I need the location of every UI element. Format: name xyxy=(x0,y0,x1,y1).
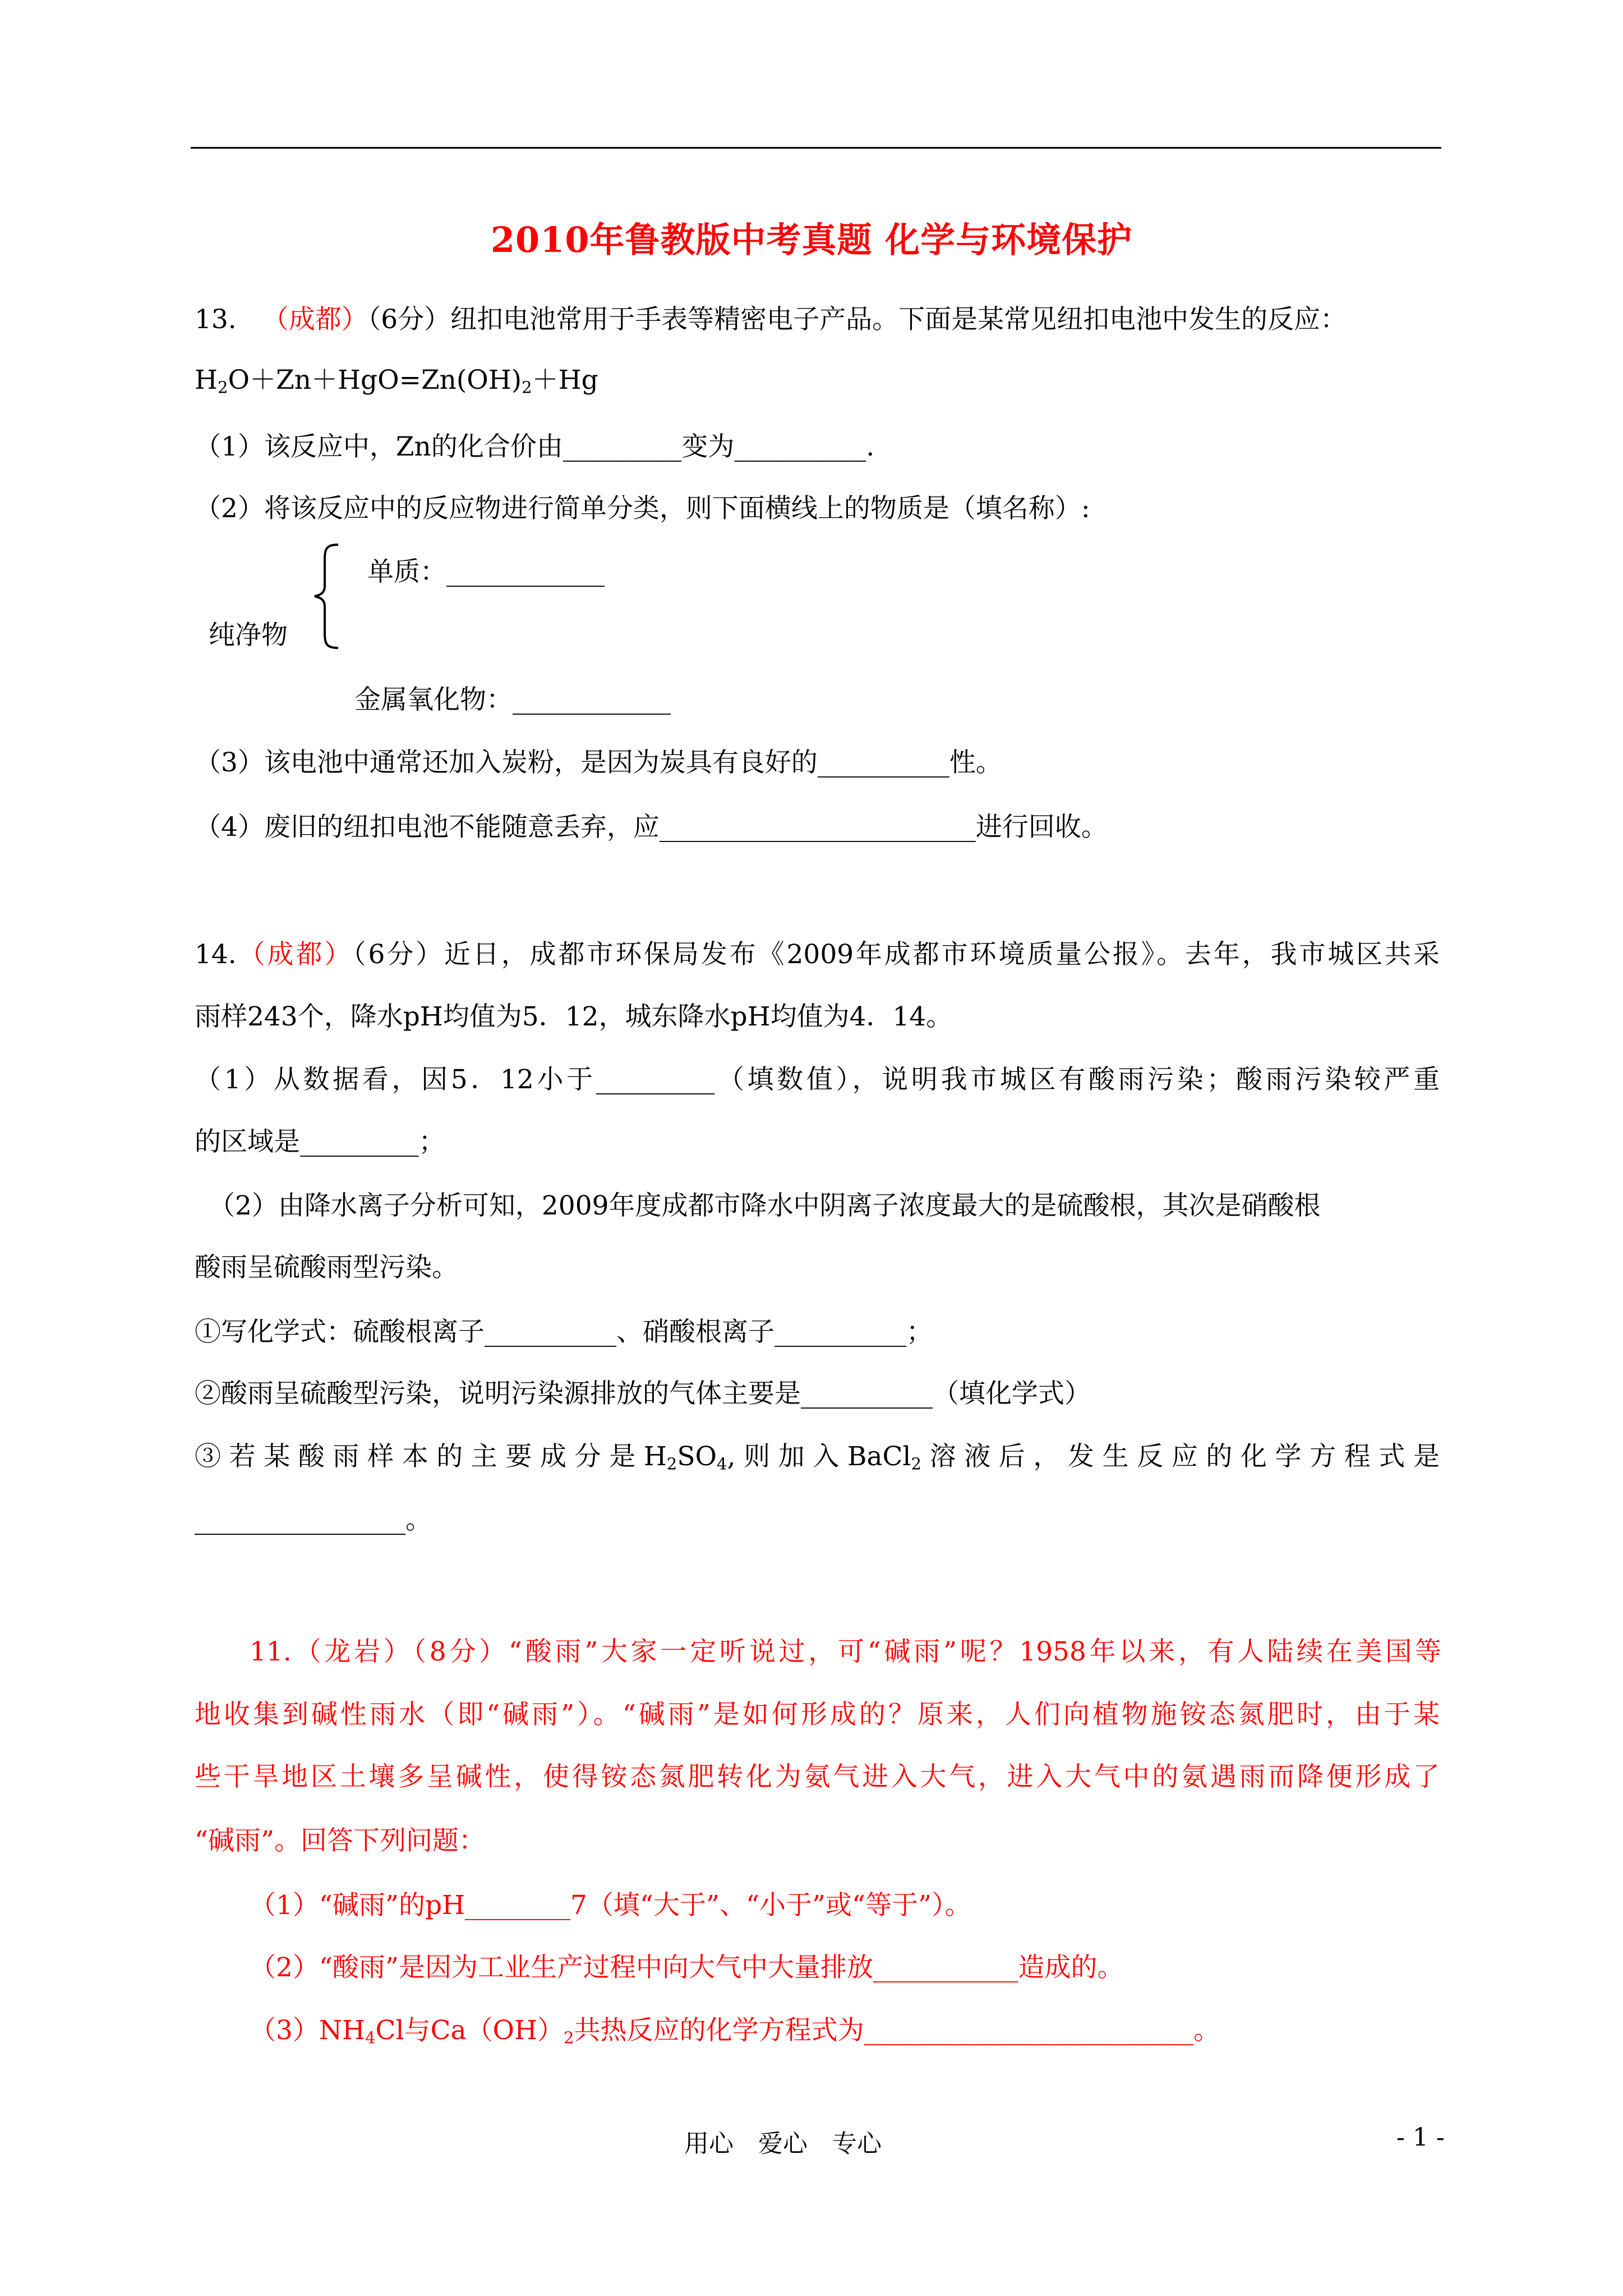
q14-sub3-line1: ③若某酸雨样本的主要成分是$H_2SO_4$,则加入BaCl$_2$溶液后，发生反应的化学方程式是 xyxy=(195,1441,1440,1474)
q14-sub1: ①写化学式：硫酸根离子__________、硝酸根离子__________； xyxy=(195,1317,933,1347)
q13-intro-text: （6分）纽扣电池常用于手表等精密电子产品。下面是某常见纽扣电池中发生的反应： xyxy=(367,304,1347,335)
q14-intro-line2: 雨样243个，降水pH均值为5．12，城东降水pH均值为4．14。 xyxy=(195,1001,953,1032)
q13-source: （成都） xyxy=(262,304,368,335)
q13-part4: （4）废旧的纽扣电池不能随意丢弃，应________________________进行回收。 xyxy=(195,812,1108,843)
q14-part1-line2: 的区域是_________； xyxy=(195,1126,445,1157)
q11-part3: $(3)NH_4Cl$与$Ca(OH)_2$共热反应的化学方程式为_________________________。 xyxy=(250,2015,1220,2047)
q11-intro-line3: 些干旱地区土壤多呈碱性，使得铵态氮肥转化为氨气进入大气，进入大气中的氨遇雨而降便形成了 xyxy=(195,1761,1440,1792)
q14-part2-line1: （2）由降水离子分析可知，2009年度成都市降水中阴离子浓度最大的是硫酸根，其次是硝酸根 xyxy=(209,1190,1321,1221)
q11-intro-line2: 地收集到碱性雨水（即“碱雨”）。“碱雨”是如何形成的？原来，人们向植物施铵态氮肥时，由于某 xyxy=(195,1699,1440,1730)
pure-substance-label: 纯净物 xyxy=(209,620,288,651)
q13-part1: （1）该反应中，Zn的化合价由_________变为__________. xyxy=(195,431,875,462)
q14-part2-line2: 酸雨呈硫酸雨型污染。 xyxy=(195,1252,458,1283)
classification-brace xyxy=(311,540,345,652)
q14-sub2: ②酸雨呈硫酸型污染，说明污染源排放的气体主要是__________（填化学式） xyxy=(195,1378,1091,1409)
q14-source: （成都） xyxy=(236,939,353,970)
footer-motto: 用心 爱心 专心 xyxy=(684,2129,882,2158)
q13-number: 13. xyxy=(195,304,237,335)
q14-part1-line1: （1）从数据看，因5．12小于_________（填数值），说明我市城区有酸雨污染；酸雨污染较严重 xyxy=(195,1064,1440,1095)
header-rule xyxy=(191,147,1441,149)
metal-oxide-line: 金属氧化物：____________ xyxy=(354,684,671,715)
q13-part3: （3）该电池中通常还加入炭粉，是因为炭具有良好的__________性。 xyxy=(195,747,1002,778)
q13-intro xyxy=(195,303,1347,337)
q13-equation: $H_2O+Zn+HgO=Zn(OH)_2+Hg$ xyxy=(195,365,598,397)
q11-intro-line4: “碱雨”。回答下列问题： xyxy=(195,1825,486,1856)
q13-part2: （2）将该反应中的反应物进行简单分类，则下面横线上的物质是（填名称）: xyxy=(195,493,1090,524)
q14-sub3-line2: ________________。 xyxy=(195,1504,432,1535)
q11-part2: （2）“酸雨”是因为工业生产过程中向大气中大量排放___________造成的。 xyxy=(250,1952,1124,1983)
q14-intro-line1: 14.（成都）（6分）近日，成都市环保局发布《2009年成都市环境质量公报》。去年，我市城区共采 xyxy=(195,939,1440,970)
q14-number: 14. xyxy=(195,939,237,970)
page-number: - 1 - xyxy=(1396,2123,1445,2152)
page-title: 2010年鲁教版中考真题 化学与环境保护 xyxy=(490,219,1133,260)
single-substance-line: 单质：____________ xyxy=(367,556,605,587)
q11-intro-line1: 11.（龙岩）（8分）“酸雨”大家一定听说过，可“碱雨”呢？1958年以来，有人陆续在美国等 xyxy=(250,1636,1441,1667)
q11-part1: （1）“碱雨”的pH________7（填“大于”、“小于”或“等于”）。 xyxy=(250,1890,971,1921)
